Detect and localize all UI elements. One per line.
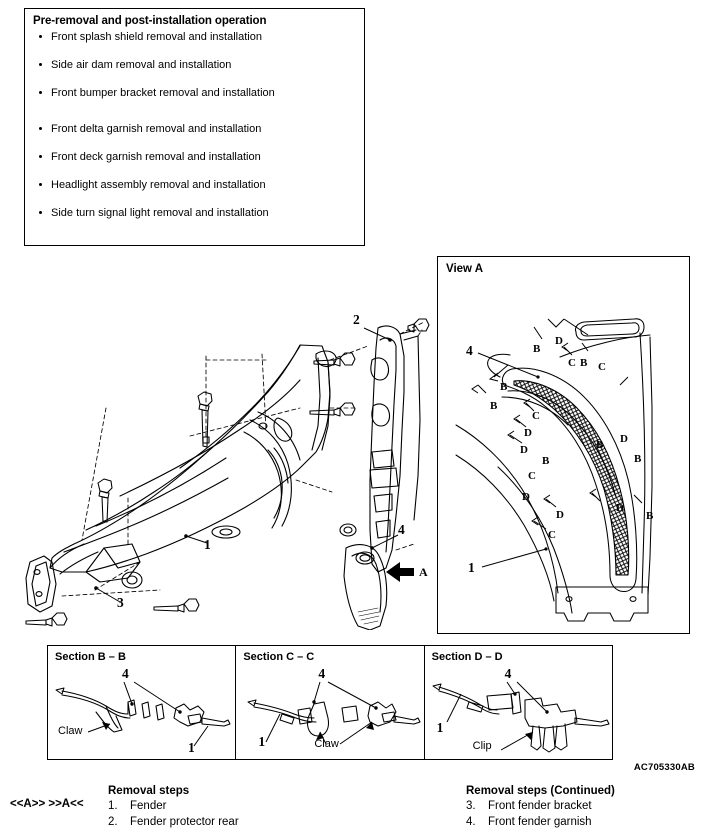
callout-front-fender-garnish: 4 [398, 522, 405, 537]
section-panel-c-c [235, 646, 423, 759]
section-mark-c: D [524, 427, 532, 439]
section-mark-d: B [634, 453, 642, 465]
section-mark-c: B [580, 357, 588, 369]
section-mark-b: C [568, 357, 576, 369]
section-mark-b: D [556, 509, 564, 521]
step-index: 3. [466, 800, 476, 812]
callout-fender: 1 [204, 537, 211, 552]
section-mark-c: B [596, 439, 604, 451]
view-a-box [437, 256, 690, 634]
section-b-b-callout-4: 4 [122, 666, 129, 681]
view-a-callout-1: 1 [468, 560, 475, 575]
section-mark-b: B [500, 381, 508, 393]
removal-step-row [466, 814, 615, 830]
section-mark-b: B [533, 343, 541, 355]
pre-removal-list [25, 30, 364, 234]
list-item: Front deck garnish removal and installation [37, 150, 364, 178]
removal-steps-left [108, 785, 239, 830]
section-detail-panels [47, 645, 613, 760]
step-label: Fender protector rear [130, 816, 239, 828]
step-label: Front fender bracket [488, 800, 592, 812]
section-mark-b: C [532, 410, 540, 422]
removal-steps-continued-heading: Removal steps (Continued) [466, 785, 615, 797]
callout-fender-protector-rear: 2 [353, 312, 360, 327]
section-d-d-title: Section D – D [431, 651, 503, 663]
list-item: Headlight assembly removal and installation [37, 178, 364, 206]
removal-step-row [108, 798, 239, 814]
main-exploded-figure [0, 300, 437, 630]
section-d-d-drawing [425, 660, 615, 760]
section-mark-d: B [490, 400, 498, 412]
section-panel-d-d [424, 646, 612, 759]
step-marks: <<A>> >>A<< [10, 798, 84, 810]
section-b-b-note-claw: Claw [58, 725, 83, 737]
section-c-c-callout-4: 4 [318, 666, 326, 681]
diagram-code: AC705330AB [633, 762, 695, 773]
step-index: 1. [108, 800, 118, 812]
list-item: Side air dam removal and installation [37, 58, 364, 86]
list-item: Side turn signal light removal and installation [37, 206, 364, 234]
removal-step-row [108, 814, 239, 830]
section-d-d-note-clip: Clip [472, 740, 492, 752]
section-mark-d: D [555, 335, 563, 347]
view-a-drawing [438, 257, 688, 632]
list-item: Front bumper bracket removal and installation [37, 86, 364, 114]
step-label: Fender [130, 800, 167, 812]
section-b-b-drawing [48, 660, 234, 760]
section-mark-d: D [520, 444, 528, 456]
section-mark-d: D [522, 491, 530, 503]
removal-step-row [466, 798, 615, 814]
view-a-callout-4: 4 [466, 343, 473, 358]
section-mark-b: C [528, 470, 536, 482]
callout-front-fender-bracket: 3 [117, 595, 124, 610]
step-label: Front fender garnish [488, 816, 592, 828]
step-index: 4. [466, 816, 476, 828]
section-c-c-note-claw: Claw [314, 738, 339, 750]
view-direction-arrow [386, 562, 414, 582]
section-panel-b-b [48, 646, 235, 759]
section-mark-d: B [646, 510, 654, 522]
pre-removal-title: Pre-removal and post-installation operation [33, 15, 267, 27]
section-mark-d: C [598, 361, 606, 373]
section-mark-b: D [616, 502, 624, 514]
section-b-b-callout-1: 1 [188, 740, 195, 755]
removal-steps-heading: Removal steps [108, 785, 190, 797]
section-c-c-callout-1: 1 [258, 734, 266, 749]
pre-removal-operation-box [24, 8, 365, 246]
section-mark-d: C [548, 529, 556, 541]
section-b-b-title: Section B – B [55, 651, 126, 663]
step-index: 2. [108, 816, 118, 828]
section-c-c-title: Section C – C [243, 651, 315, 663]
removal-steps-right [466, 785, 615, 830]
section-mark-b: D [620, 433, 628, 445]
section-mark-c: B [542, 455, 550, 467]
section-d-d-callout-4: 4 [504, 666, 512, 681]
removal-steps-legend [0, 783, 705, 840]
fender-assembly-drawing [0, 300, 437, 630]
view-a-title: View A [446, 263, 484, 275]
view-arrow-label-a: A [419, 565, 428, 579]
section-d-d-callout-1: 1 [436, 720, 444, 735]
list-item: Front delta garnish removal and installation [37, 122, 364, 150]
list-item: Front splash shield removal and installation [37, 30, 364, 58]
